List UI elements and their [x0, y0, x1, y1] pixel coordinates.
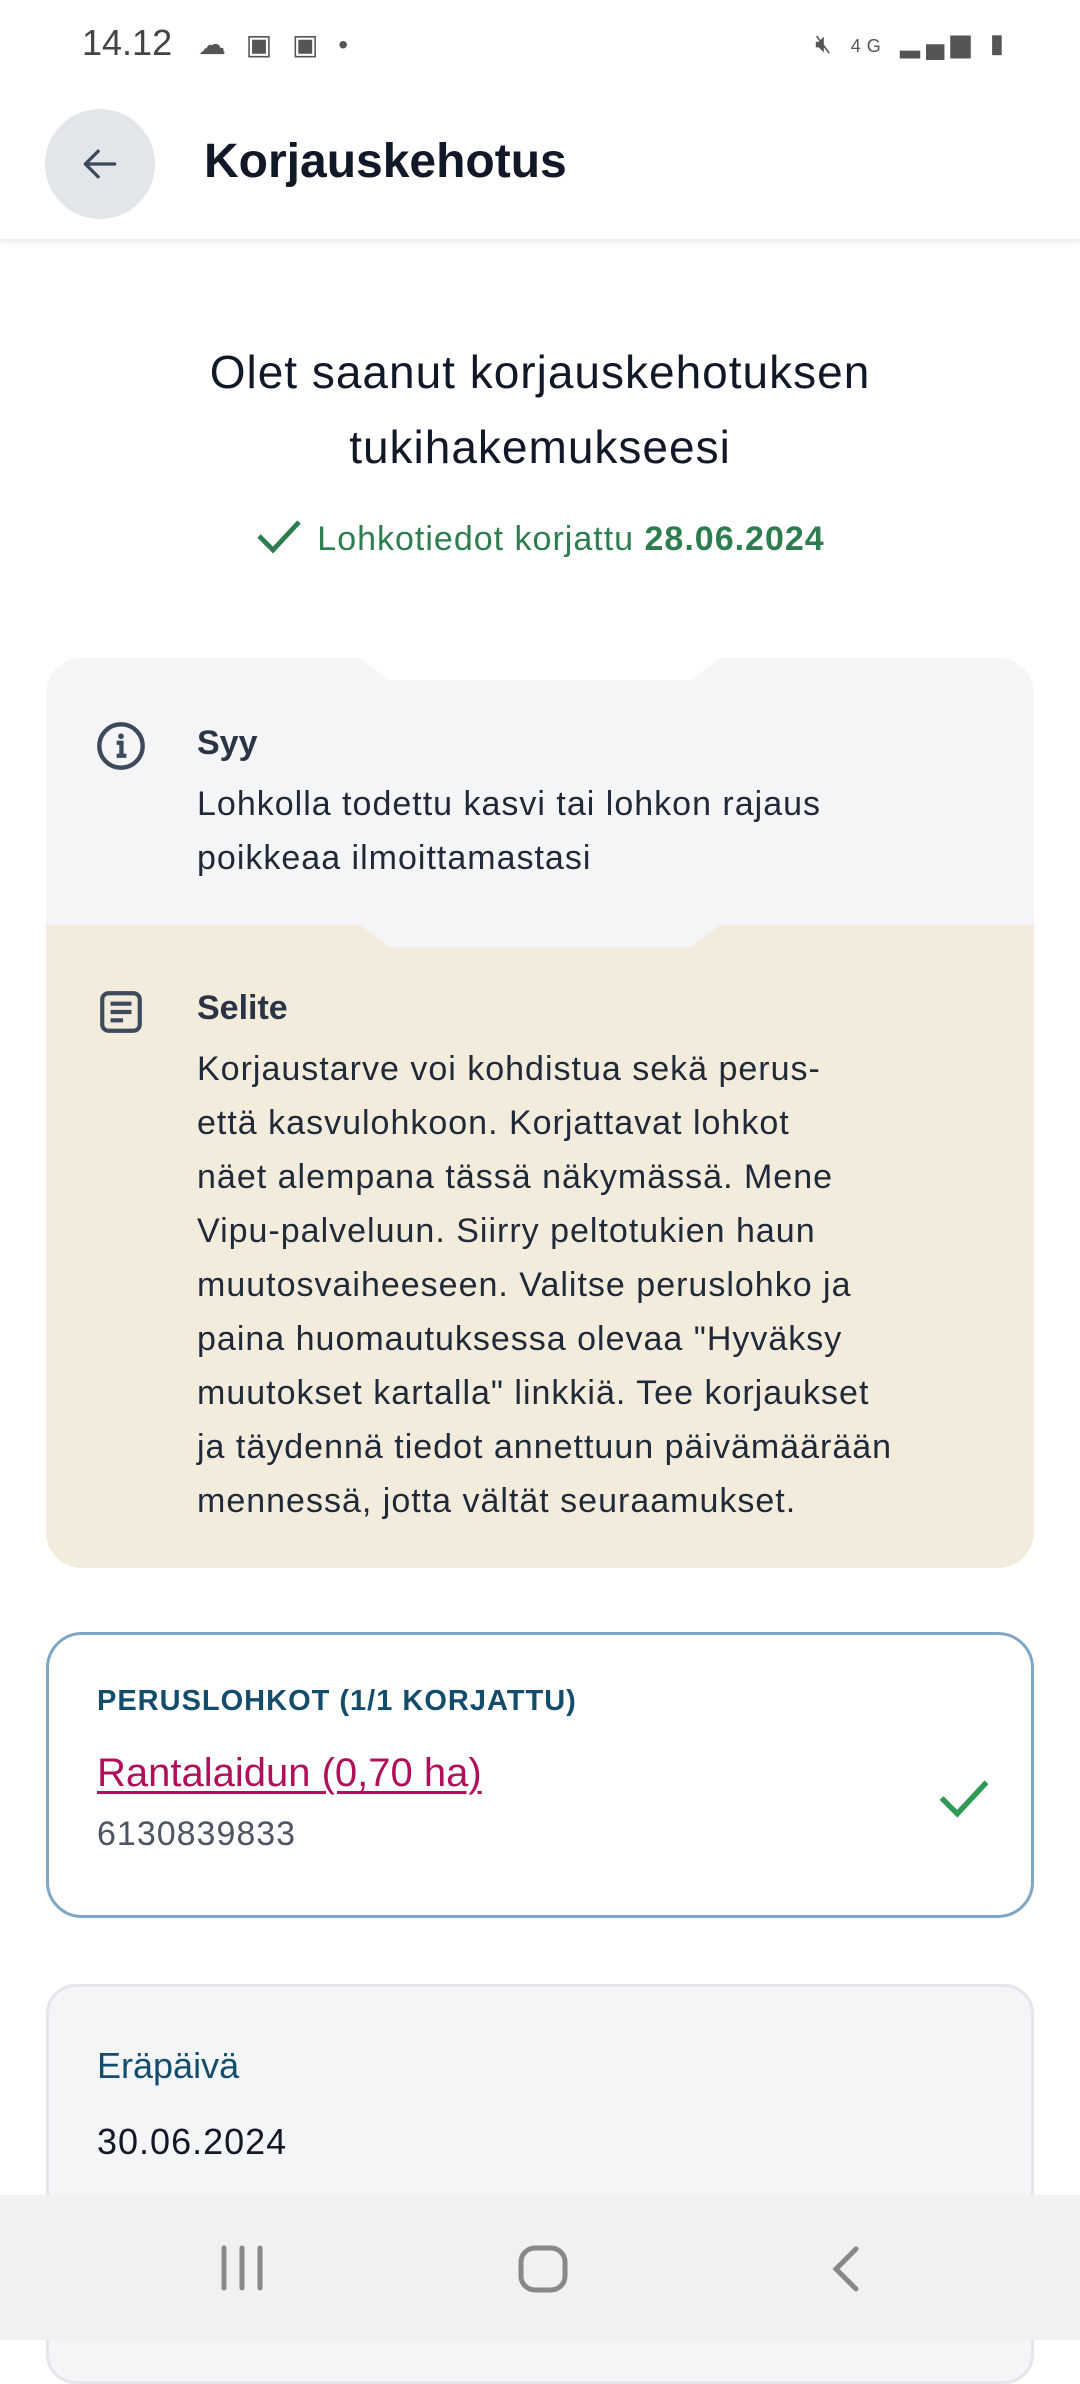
fixed-date: 28.06.2024	[644, 520, 825, 558]
arrow-left-icon	[78, 142, 122, 186]
home-icon[interactable]	[518, 2245, 568, 2293]
info-icon	[95, 720, 147, 772]
status-bar	[0, 0, 1080, 90]
fixed-text: Lohkotiedot korjattu	[317, 520, 635, 558]
heading-line: tukihakemukseesi	[349, 421, 731, 473]
back-nav-icon[interactable]	[828, 2245, 862, 2293]
status-time: 14.12	[82, 22, 173, 63]
parcel-id: 6130839833	[97, 1815, 297, 1853]
battery-icon: ▮	[989, 28, 1010, 58]
reason-section	[46, 658, 1034, 925]
check-icon	[255, 516, 303, 556]
system-icons	[815, 28, 1010, 60]
reason-card	[46, 658, 1034, 1568]
due-date-label: Eräpäivä	[97, 2045, 240, 2086]
signal-icon: ▂▄▆	[900, 28, 977, 58]
explanation-section	[46, 925, 1034, 1568]
check-icon	[937, 1775, 991, 1821]
recent-apps-icon[interactable]	[218, 2245, 268, 2291]
page-title: Korjauskehotus	[204, 135, 567, 188]
document-icon	[96, 987, 146, 1037]
system-nav-bar	[0, 2195, 1080, 2340]
network-icon: 4G	[850, 36, 887, 56]
due-date-value: 30.06.2024	[97, 2121, 288, 2162]
parcels-card	[46, 1632, 1034, 1918]
heading-line: Olet saanut korjauskehotuksen	[209, 346, 871, 398]
notification-icons: ☁ ▣ ▣ •	[198, 29, 355, 60]
page-heading	[0, 335, 1080, 485]
reason-label: Syy	[197, 724, 258, 762]
reason-text: Lohkolla todettu kasvi tai lohkon rajaus poikkeaa ilmoittamastasi	[197, 785, 822, 877]
mute-icon: 🔇︎	[815, 28, 838, 58]
explanation-label: Selite	[197, 989, 288, 1027]
back-button[interactable]	[45, 109, 155, 219]
fixed-status	[0, 516, 1080, 559]
parcel-link[interactable]: Rantalaidun (0,70 ha)	[97, 1751, 482, 1795]
parcels-label: PERUSLOHKOT (1/1 KORJATTU)	[97, 1685, 577, 1717]
app-bar	[0, 90, 1080, 242]
explanation-text: Korjaustarve voi kohdistua sekä perus- että kasvulohkoon. Korjattavat lohkot näet alempana tässä näkymässä. Mene Vipu-palveluun. Siirry peltotukien haun muutosvaiheeseen. Valitse peruslohko ja paina huomautuksessa olevaa "Hyväksy muutokset kartalla" linkkiä. Tee korjaukset ja täydennä tiedot annettuun päivämäärään mennessä, jotta vältät seuraamukset.	[197, 1050, 893, 1520]
